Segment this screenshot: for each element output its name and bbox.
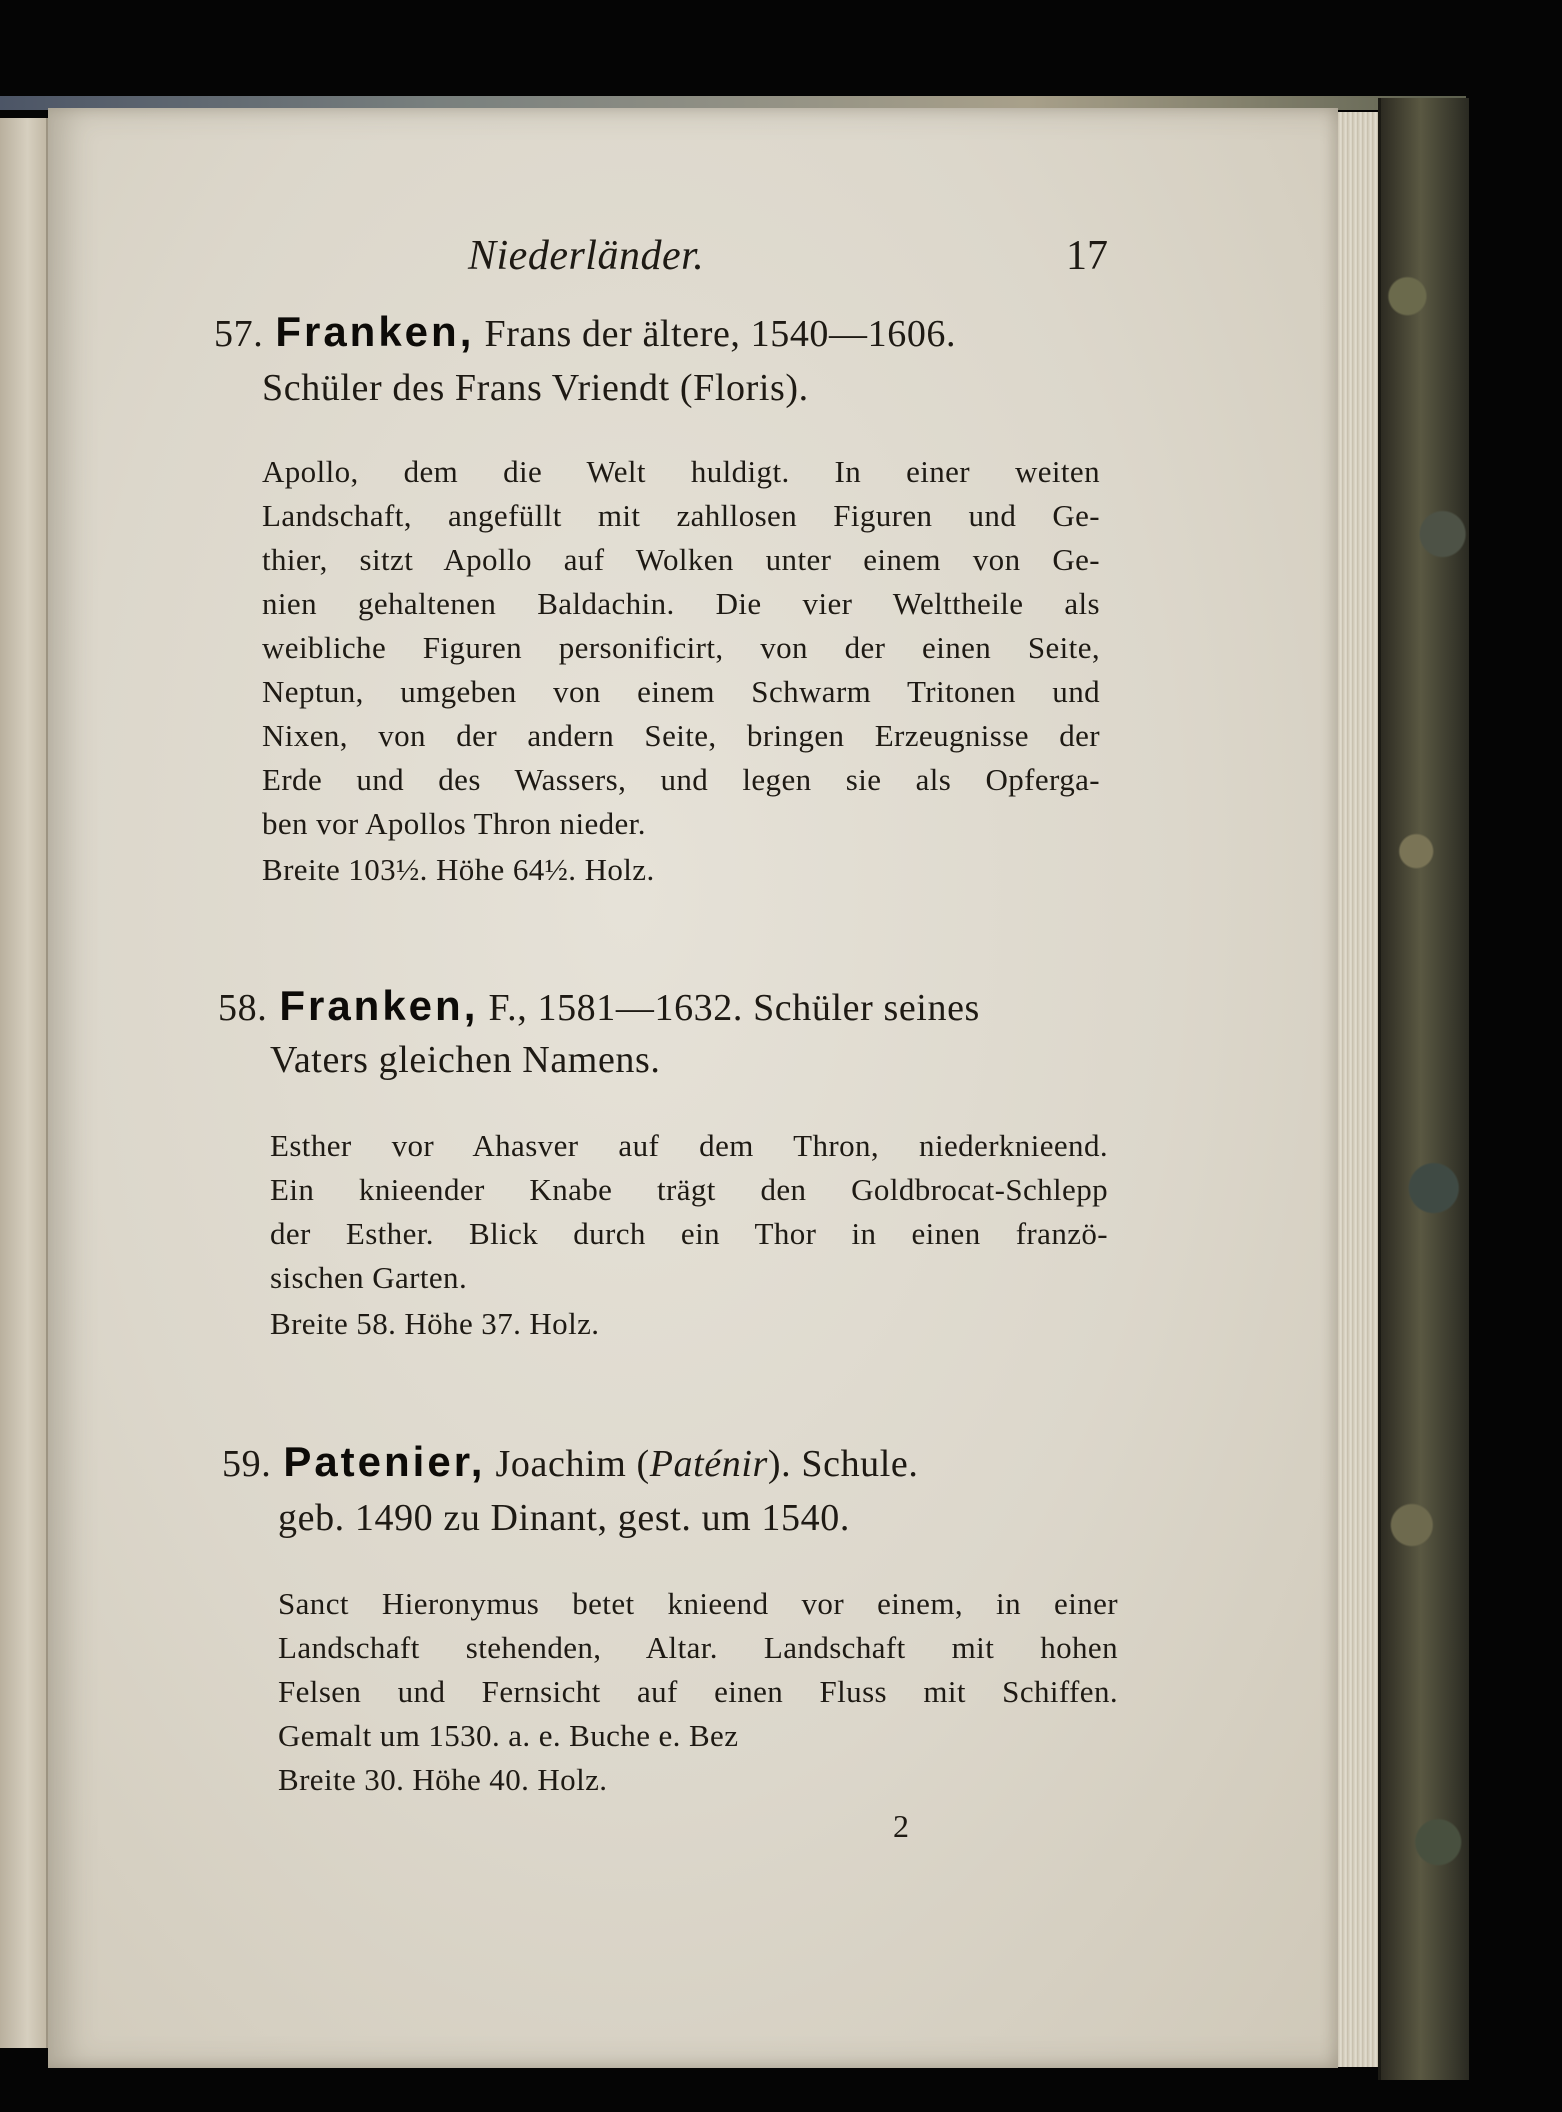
body-line: Esther vor Ahasver auf dem Thron, niederknieend. (270, 1128, 1108, 1163)
page-block-edges (1338, 112, 1378, 2067)
artist-name: Patenier, (283, 1438, 486, 1485)
body-line: Erde und des Wassers, und legen sie als Opferga- (262, 762, 1100, 797)
body-line: thier, sitzt Apollo auf Wolken unter einem von Ge- (262, 542, 1100, 577)
entry-number: 57. (214, 313, 264, 355)
entry-heading (218, 984, 980, 1030)
entry-heading (214, 310, 956, 356)
entry-heading-line2: Vaters gleichen Namens. (270, 1039, 661, 1081)
body-line: Sanct Hieronymus betet knieend vor einem, in einer (278, 1586, 1118, 1621)
running-head: Niederländer. (468, 233, 705, 279)
heading-text: Joachim ( (495, 1443, 650, 1485)
marbled-cover (1378, 98, 1469, 2080)
body-line: Gemalt um 1530. a. e. Buche e. Bez (278, 1718, 739, 1753)
entry-heading (222, 1440, 919, 1486)
body-line: Ein knieender Knabe trägt den Goldbrocat-Schlepp (270, 1172, 1108, 1207)
dimensions: Breite 103½. Höhe 64½. Holz. (262, 852, 655, 887)
entry-number: 58. (218, 987, 268, 1029)
entry-heading-line2: Schüler des Frans Vriendt (Floris). (262, 367, 809, 409)
body-line: ben vor Apollos Thron nieder. (262, 806, 646, 841)
dimensions: Breite 30. Höhe 40. Holz. (278, 1762, 608, 1797)
dimensions: Breite 58. Höhe 37. Holz. (270, 1306, 600, 1341)
heading-text: Frans der ältere, 1540—1606. (484, 313, 957, 355)
signature-mark: 2 (893, 1808, 909, 1844)
body-line: der Esther. Blick durch ein Thor in einen franzö- (270, 1216, 1108, 1251)
body-line: Apollo, dem die Welt huldigt. In einer weiten (262, 454, 1100, 489)
body-line: nien gehaltenen Baldachin. Die vier Welttheile als (262, 586, 1100, 621)
page-number: 17 (1066, 233, 1108, 279)
heading-italic: Paténir (649, 1443, 768, 1485)
artist-name: Franken, (275, 308, 475, 355)
body-line: Landschaft stehenden, Altar. Landschaft mit hohen (278, 1630, 1118, 1665)
body-line: sischen Garten. (270, 1260, 468, 1295)
entry-number: 59. (222, 1443, 272, 1485)
entry-heading-line2: geb. 1490 zu Dinant, gest. um 1540. (278, 1497, 850, 1539)
artist-name: Franken, (279, 982, 479, 1029)
body-line: Nixen, von der andern Seite, bringen Erzeugnisse der (262, 718, 1100, 753)
body-line: weibliche Figuren personificirt, von der einen Seite, (262, 630, 1100, 665)
heading-after: ). Schule. (767, 1443, 919, 1485)
page-header (468, 232, 1108, 282)
body-line: Neptun, umgeben von einem Schwarm Tritonen und (262, 674, 1100, 709)
body-line: Landschaft, angefüllt mit zahllosen Figuren und Ge- (262, 498, 1100, 533)
left-page-edge (0, 118, 48, 2048)
heading-text: F., 1581—1632. Schüler seines (488, 987, 980, 1029)
body-line: Felsen und Fernsicht auf einen Fluss mit Schiffen. (278, 1674, 1118, 1709)
